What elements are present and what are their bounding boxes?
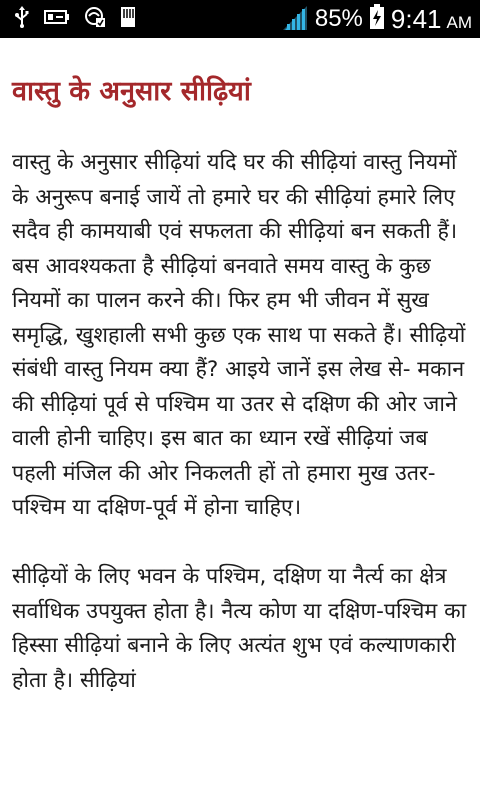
clock [391,4,472,35]
paragraph-spacer [12,526,474,561]
battery-percentage: 85% [314,5,363,32]
notification-icons [14,0,136,38]
battery-charging-icon [369,4,385,35]
article-body [12,146,474,698]
article-title: वास्तु के अनुसार सीढ़ियां [12,76,251,107]
clock-ampm: AM [446,12,472,32]
status-bar [0,0,480,38]
article-paragraph: वास्तु के अनुसार सीढ़ियां यदि घर की सीढ़ियां वास्तु नियमों के अनुरूप बनाई जायें तो हमारे घर की सीढ़ियां हमारे लिए सदैव ही कामयाबी एवं सफलता की सीढ़ियां बन सकती हैं। बस आवश्यकता है सीढ़ियां बनवाते समय वास्तु के कुछ नियमों का पालन करने की। फिर हम भी जीवन में सुख समृद्धि, खुशहाली सभी कुछ एक साथ पा सकते हैं। सीढ़ियों संबंधी वास्तु नियम क्या हैं? आइये जानें इस लेख से- मकान की सीढ़ियां पूर्व से पश्चिम या उतर से दक्षिण की ओर जाने वाली होनी चाहिए। इस बात का ध्यान रखें सीढ़ियां जब पहली मंजिल की ओर निकलती हों तो हमारा मुख उतर-पश्चिम या दक्षिण-पूर्व में होना चाहिए। [12,150,466,520]
system-status [281,0,472,38]
usb-icon [14,6,30,33]
battery-saver-icon [44,9,70,30]
sd-card-icon [120,6,136,33]
article-content[interactable] [0,38,480,800]
sync-icon [84,6,106,33]
clock-time: 9:41 [390,3,442,34]
signal-icon [281,4,309,35]
article-paragraph: सीढ़ियों के लिए भवन के पश्चिम, दक्षिण या नैर्त्य का क्षेत्र सर्वाधिक उपयुक्त होता है। नैत्य कोण या दक्षिण-पश्चिम का हिस्सा सीढ़ियां बनाने के लिए अत्यंत शुभ एवं कल्याणकारी होता है। सीढ़ियां [12,564,467,693]
